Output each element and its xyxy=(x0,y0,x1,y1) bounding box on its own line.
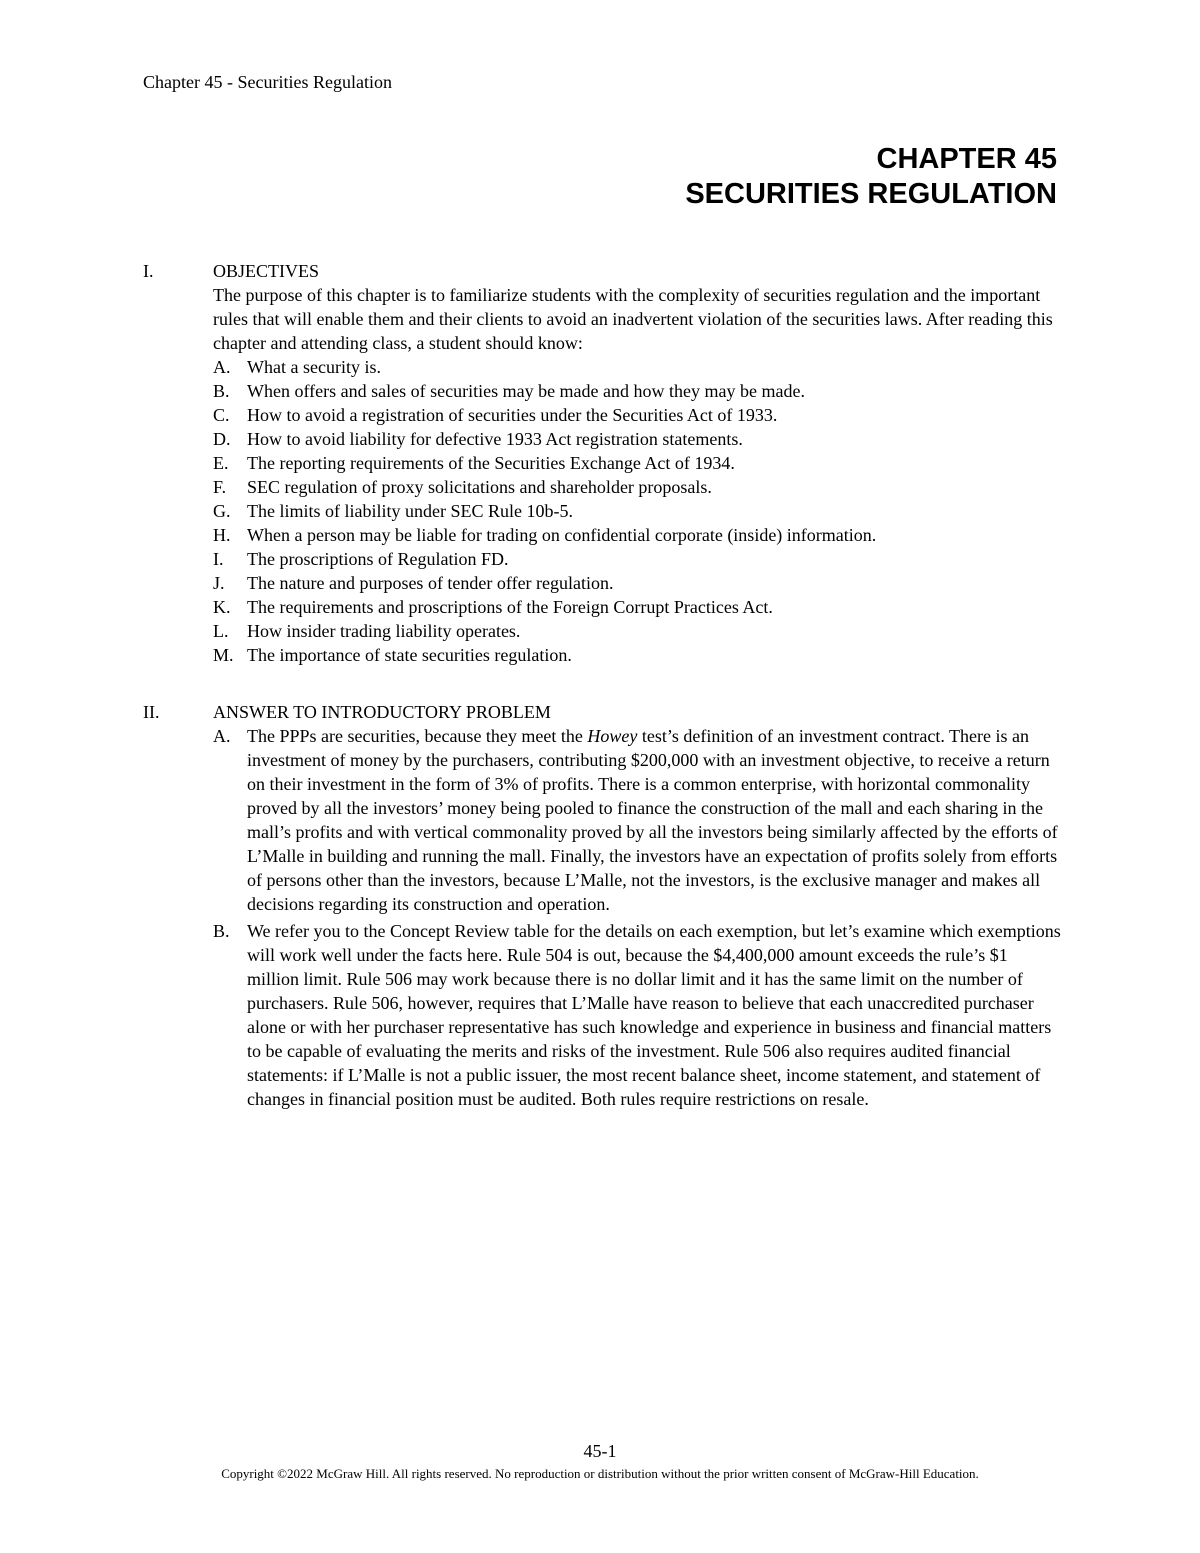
answer-title: ANSWER TO INTRODUCTORY PROBLEM xyxy=(213,702,551,722)
page-number: 45-1 xyxy=(583,1441,617,1461)
item-text: The limits of liability under SEC Rule 10b-5. xyxy=(247,501,573,521)
list-item xyxy=(213,355,1063,379)
answer-a-text-end: test’s definition of an investment contract. There is an investment of money by the purchasers, contributing $200,000 with an investment objective, to receive a return on their investment in the form of 3% of profits. There is a common enterprise, with horizontal commonality proved by all the investors’ money being pooled to finance the construction of the mall and each sharing in the mall’s profits and with vertical commonality proved by all the investors being similarly affected by the efforts of L’Malle in building and running the mall. Finally, the investors have an expectation of profits solely from efforts of persons other than the investors, because L’Malle, not the investors, is the exclusive manager and makes all decisions regarding its construction and operation. xyxy=(247,726,1058,914)
item-letter: J. xyxy=(213,573,225,593)
objectives-numeral: I. xyxy=(143,261,154,281)
item-text: The proscriptions of Regulation FD. xyxy=(247,549,509,569)
copyright-notice: Copyright ©2022 McGraw Hill. All rights reserved. No reproduction or distribution without the prior written consent of McGraw-Hill Education. xyxy=(221,1466,979,1481)
item-letter: B. xyxy=(213,921,230,941)
item-text: When offers and sales of securities may be made and how they may be made. xyxy=(247,381,805,401)
item-text: The importance of state securities regulation. xyxy=(247,645,572,665)
item-text: What a security is. xyxy=(247,357,381,377)
list-item xyxy=(213,451,1063,475)
item-letter: B. xyxy=(213,381,230,401)
answer-list xyxy=(213,724,1063,1111)
chapter-heading xyxy=(685,142,1057,212)
item-text: How insider trading liability operates. xyxy=(247,621,521,641)
list-item xyxy=(213,403,1063,427)
item-letter: L. xyxy=(213,621,229,641)
item-letter: C. xyxy=(213,405,230,425)
item-text: How to avoid a registration of securities under the Securities Act of 1933. xyxy=(247,405,778,425)
item-text: SEC regulation of proxy solicitations and shareholder proposals. xyxy=(247,477,712,497)
item-letter: I. xyxy=(213,549,224,569)
list-item xyxy=(213,547,1063,571)
item-letter: E. xyxy=(213,453,229,473)
item-letter: G. xyxy=(213,501,231,521)
objectives-section xyxy=(143,259,1063,667)
item-letter: A. xyxy=(213,357,231,377)
answer-item-a xyxy=(213,724,1063,916)
answer-a-text xyxy=(247,726,1058,914)
answer-section xyxy=(143,700,1063,1111)
objectives-intro: The purpose of this chapter is to familiarize students with the complexity of securities regulation and the important rules that will enable them and their clients to avoid an inadvertent violation of the securities laws. After reading this chapter and attending class, a student should know: xyxy=(213,285,1053,353)
item-letter: A. xyxy=(213,726,231,746)
list-item xyxy=(213,499,1063,523)
answer-a-text-start: The PPPs are securities, because they meet the xyxy=(247,726,588,746)
list-item xyxy=(213,427,1063,451)
list-item xyxy=(213,595,1063,619)
item-letter: M. xyxy=(213,645,234,665)
list-item xyxy=(213,523,1063,547)
chapter-number: CHAPTER 45 xyxy=(876,143,1057,175)
list-item xyxy=(213,475,1063,499)
item-text: When a person may be liable for trading on confidential corporate (inside) information. xyxy=(247,525,877,545)
item-text: The reporting requirements of the Securities Exchange Act of 1934. xyxy=(247,453,735,473)
list-item xyxy=(213,571,1063,595)
answer-b-text: We refer you to the Concept Review table for the details on each exemption, but let’s examine which exemptions will work well under the facts here. Rule 504 is out, because the $4,400,000 amount exceeds the rule’s $1 million limit. Rule 506 may work because there is no dollar limit and it has the same limit on the number of purchasers. Rule 506, however, requires that L’Malle have reason to believe that each unaccredited purchaser alone or with her purchaser representative has such knowledge and experience in business and financial matters to be capable of evaluating the merits and risks of the investment. Rule 506 also requires audited financial statements: if L’Malle is not a public issuer, the most recent balance sheet, income statement, and statement of changes in financial position must be audited. Both rules require restrictions on resale. xyxy=(247,921,1061,1109)
list-item xyxy=(213,643,1063,667)
running-header: Chapter 45 - Securities Regulation xyxy=(143,72,392,92)
chapter-title: SECURITIES REGULATION xyxy=(685,178,1057,210)
howey-case-name: Howey xyxy=(587,726,638,746)
objectives-title: OBJECTIVES xyxy=(213,261,320,281)
answer-numeral: II. xyxy=(143,702,160,722)
item-letter: F. xyxy=(213,477,227,497)
answer-item-b xyxy=(213,919,1063,1111)
item-text: How to avoid liability for defective 1933 Act registration statements. xyxy=(247,429,743,449)
item-letter: D. xyxy=(213,429,231,449)
item-text: The nature and purposes of tender offer regulation. xyxy=(247,573,614,593)
objectives-list xyxy=(213,355,1063,667)
list-item xyxy=(213,379,1063,403)
item-letter: K. xyxy=(213,597,231,617)
list-item xyxy=(213,619,1063,643)
item-text: The requirements and proscriptions of the Foreign Corrupt Practices Act. xyxy=(247,597,773,617)
item-letter: H. xyxy=(213,525,231,545)
answer-body xyxy=(213,700,1063,1111)
objectives-body xyxy=(213,259,1063,667)
